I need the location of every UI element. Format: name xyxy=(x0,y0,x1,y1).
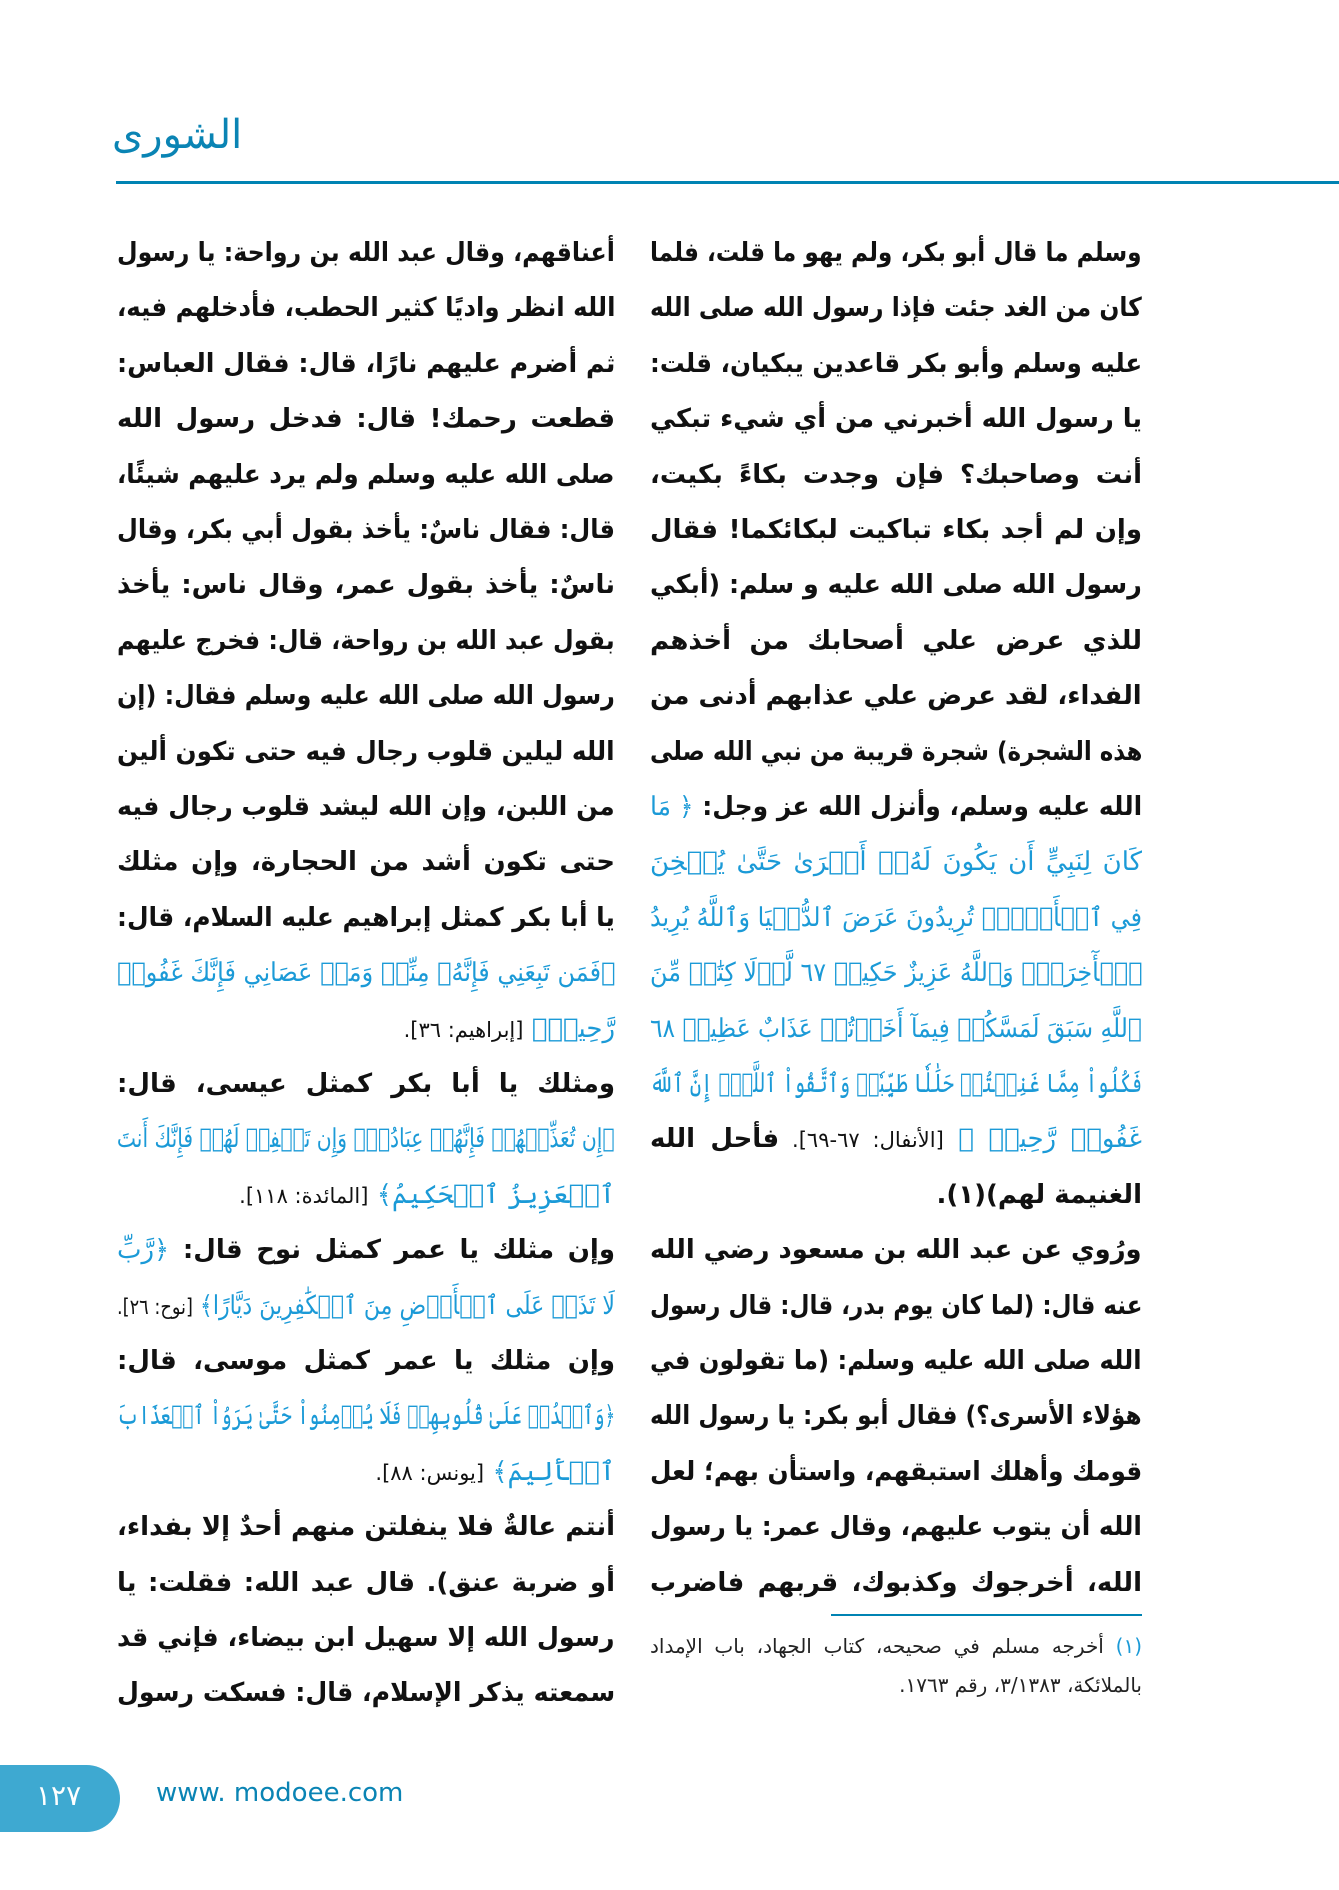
body-text: ورُوي عن عبد الله بن مسعود رضي الله xyxy=(650,1235,1142,1266)
body-text: الله أن يتوب عليهم، وقال عمر: يا رسول xyxy=(650,1512,1142,1543)
body-text: وإن مثلك يا عمر كمثل نوح قال: xyxy=(169,1235,615,1266)
text-line xyxy=(650,339,1142,389)
page-number: ١٢٧ xyxy=(36,1779,82,1812)
verse-reference: [المائدة: ١١٨]. xyxy=(239,1183,369,1208)
text-line xyxy=(117,1114,615,1164)
text-line xyxy=(117,505,615,555)
text-line xyxy=(650,1225,1142,1275)
text-line xyxy=(117,727,615,777)
body-text: عنه قال: (لما كان يوم بدر، قال: قال رسول xyxy=(649,1290,1142,1321)
text-line xyxy=(117,283,615,333)
footnote-text: أخرجه مسلم في صحيحه، كتاب الجهاد، باب الإمداد بالملائكة، ٣/١٣٨٣، رقم ١٧٦٣. xyxy=(650,1634,1142,1697)
text-line xyxy=(117,1059,615,1109)
body-text: وإن مثلك يا عمر كمثل موسى، قال: xyxy=(117,1346,615,1376)
body-text: وإن لم أجد بكاء تباكيت لبكائكما! فقال xyxy=(650,515,1142,545)
text-line xyxy=(650,1004,1142,1054)
text-line xyxy=(650,727,1142,777)
text-line xyxy=(650,1336,1142,1386)
text-line xyxy=(650,1114,1142,1164)
footnote xyxy=(650,1627,1142,1705)
quran-verse: غَفُورٞ رَّحِيمٞ ﴾ xyxy=(943,1124,1142,1155)
body-text: قومك وأهلك استبقهم، واستأن بهم؛ لعل xyxy=(649,1456,1142,1487)
text-line xyxy=(650,394,1142,444)
text-line xyxy=(117,948,615,998)
quran-verse: ٱلۡأَلِيمَ﴾ xyxy=(484,1456,615,1487)
body-text: رسول الله صلى الله عليه وسلم فقال: (إن xyxy=(117,681,615,712)
text-line xyxy=(650,283,1142,333)
verse-reference: [نوح: ٢٦]. xyxy=(117,1294,193,1319)
text-line xyxy=(239,1170,615,1220)
text-line xyxy=(650,1447,1142,1497)
body-text: ومثلك يا أبا بكر كمثل عيسى، قال: xyxy=(117,1069,615,1099)
body-text: الله صلى الله عليه وسلم: (ما تقولون في xyxy=(650,1346,1142,1376)
body-text: بقول عبد الله بن رواحة، قال: فخرج عليهم xyxy=(117,625,615,656)
body-text: أنت وصاحبك؟ فإن وجدت بكاءً بكيت، xyxy=(650,459,1142,490)
text-line xyxy=(650,893,1142,943)
footnote-divider xyxy=(831,1614,1142,1616)
footnote-number: (١) xyxy=(1115,1634,1142,1658)
body-text: رسول الله إلا سهيل ابن بيضاء، فإني قد xyxy=(117,1623,615,1653)
body-text: ثم أضرم عليهم نارًا، قال: فقال العباس: xyxy=(116,348,615,379)
text-line xyxy=(117,394,615,444)
body-text: الغنيمة لهم)(١). xyxy=(936,1179,1142,1210)
text-line xyxy=(650,1059,1142,1109)
text-line xyxy=(650,616,1142,666)
body-text: عليه وسلم وأبو بكر قاعدين يبكيان، قلت: xyxy=(649,348,1142,379)
quran-verse: فِي ٱلۡأَرۡضِۚ تُرِيدُونَ عَرَضَ ٱلدُّنۡيَا وَٱللَّهُ يُرِيدُ xyxy=(650,902,1142,933)
body-text: يا رسول الله أخبرني من أي شيء تبكي xyxy=(649,404,1142,435)
text-line xyxy=(117,1391,615,1441)
body-text: الله، أخرجوك وكذبوك، قربهم فاضرب xyxy=(650,1567,1142,1598)
verse-reference: [إبراهيم: ٣٦]. xyxy=(403,1017,524,1042)
verse-reference: [يونس: ٨٨]. xyxy=(375,1460,485,1485)
body-text: كان من الغد جئت فإذا رسول الله صلى الله xyxy=(650,293,1142,324)
body-text: ناسٌ: يأخذ بقول عمر، وقال ناس: يأخذ xyxy=(117,570,615,601)
text-line xyxy=(117,893,615,943)
text-line xyxy=(650,450,1142,500)
body-text: صلى الله عليه وسلم ولم يرد عليهم شيئًا، xyxy=(117,459,615,490)
text-line xyxy=(650,1281,1142,1331)
body-text: للذي عرض علي أصحابك من أخذهم xyxy=(650,625,1142,656)
quran-verse: ﴿فَمَن تَبِعَنِي فَإِنَّهُۥ مِنِّيۖ وَمَنۡ عَصَانِي فَإِنَّكَ غَفُورٞ xyxy=(116,958,615,989)
text-line xyxy=(404,1004,615,1054)
body-text: هؤلاء الأسرى؟) فقال أبو بكر: يا رسول الله xyxy=(650,1401,1142,1432)
body-text: حتى تكون أشد من الحجارة، وإن مثلك xyxy=(117,847,615,878)
verse-reference: [الأنفال: ٦٧-٦٩]. xyxy=(779,1128,944,1153)
text-line xyxy=(650,837,1142,887)
body-text: الله انظر واديًا كثير الحطب، فأدخلهم فيه، xyxy=(116,293,615,324)
text-line xyxy=(117,339,615,389)
quran-verse: ﴿إِن تُعَذِّبۡهُمۡ فَإِنَّهُمۡ عِبَادُكَۖ وَإِن تَغۡفِرۡ لَهُمۡ فَإِنَّكَ أَنتَ xyxy=(117,1124,615,1155)
body-text: أو ضربة عنق). قال عبد الله: فقلت: يا xyxy=(117,1567,615,1598)
body-text: وسلم ما قال أبو بكر، ولم يهو ما قلت، فلما xyxy=(650,238,1142,268)
website-url[interactable]: www. modoee.com xyxy=(156,1778,404,1808)
body-text: الله عليه وسلم، وأنزل الله عز وجل: xyxy=(693,792,1142,822)
text-line xyxy=(650,948,1142,998)
text-line xyxy=(936,1170,1142,1220)
text-line xyxy=(117,1502,615,1552)
text-line xyxy=(117,837,615,887)
text-line xyxy=(650,782,1142,832)
text-line xyxy=(650,505,1142,555)
body-text: هذه الشجرة) شجرة قريبة من نبي الله صلى xyxy=(649,736,1142,767)
text-line xyxy=(117,1336,615,1386)
body-text: سمعته يذكر الإسلام، قال: فسكت رسول xyxy=(116,1678,615,1709)
quran-verse: ﴿رَّبِّ xyxy=(117,1235,170,1266)
text-line xyxy=(117,228,615,278)
body-text: الله ليلين قلوب رجال فيه حتى تكون ألين xyxy=(117,736,615,767)
text-line xyxy=(117,671,615,721)
text-line xyxy=(117,1558,615,1608)
text-line xyxy=(650,1391,1142,1441)
text-line xyxy=(650,1502,1142,1552)
text-line xyxy=(650,228,1142,278)
text-line xyxy=(650,1558,1142,1608)
text-line xyxy=(117,782,615,832)
body-text: رسول الله صلى الله عليه و سلم: (أبكي xyxy=(650,570,1142,601)
text-line xyxy=(117,1668,615,1718)
chapter-title: الشورى xyxy=(112,112,243,158)
text-line xyxy=(117,1225,615,1275)
quran-verse: ﴿وَٱشۡدُدۡ عَلَىٰ قُلُوبِهِمۡ فَلَا يُؤۡمِنُواْ حَتَّىٰ يَرَوُاْ ٱلۡعَذَابَ xyxy=(116,1401,615,1432)
body-text: فأحل الله xyxy=(650,1124,780,1155)
quran-verse: رَّحِيمٞ﴾ xyxy=(523,1013,615,1044)
body-text: أنتم عالةٌ فلا ينفلتن منهم أحدٌ إلا بفداء، xyxy=(117,1512,615,1543)
quran-verse: ٱلۡعَزِيزُ ٱلۡحَكِيمُ﴾ xyxy=(368,1179,615,1210)
text-line xyxy=(117,560,615,610)
body-text: قال: فقال ناسٌ: يأخذ بقول أبي بكر، وقال xyxy=(116,515,615,545)
text-line xyxy=(650,671,1142,721)
text-line xyxy=(375,1447,615,1497)
body-text: من اللبن، وإن الله ليشد قلوب رجال فيه xyxy=(117,792,615,822)
page-number-badge xyxy=(0,1765,120,1832)
body-text: يا أبا بكر كمثل إبراهيم عليه السلام، قال: xyxy=(117,902,615,933)
quran-verse: فَكُلُواْ مِمَّا غَنِمۡتُمۡ حَلَٰلٗا طَيِّبٗاۚ وَٱتَّقُواْ ٱللَّهَۚ إِنَّ ٱللَّهَ xyxy=(649,1069,1142,1099)
quran-verse: لَا تَذَرۡ عَلَى ٱلۡأَرۡضِ مِنَ ٱلۡكَٰفِرِينَ دَيَّارًا﴾ xyxy=(192,1290,616,1321)
text-line xyxy=(117,616,615,666)
quran-verse: ﴿ مَا xyxy=(649,792,694,822)
quran-verse: كَانَ لِنَبِيٍّ أَن يَكُونَ لَهُۥٓ أَسۡرَىٰ حَتَّىٰ يُثۡخِنَ xyxy=(650,847,1142,878)
text-line xyxy=(117,1613,615,1663)
quran-verse: ٱللَّهِ سَبَقَ لَمَسَّكُمۡ فِيمَآ أَخَذۡتُمۡ عَذَابٌ عَظِيمٞ ٦٨ xyxy=(650,1013,1142,1044)
text-line xyxy=(117,450,615,500)
text-line xyxy=(650,560,1142,610)
body-text: قطعت رحمك! قال: فدخل رسول الله xyxy=(117,404,615,435)
body-text: أعناقهم، وقال عبد الله بن رواحة: يا رسول xyxy=(117,238,615,268)
body-text: الفداء، لقد عرض علي عذابهم أدنى من xyxy=(650,681,1142,712)
text-line xyxy=(117,1281,615,1331)
quran-verse: ٱلۡأٓخِرَةَۗ وَٱللَّهُ عَزِيزٌ حَكِيمٞ ٦٧ لَّوۡلَا كِتَٰبٞ مِّنَ xyxy=(649,958,1142,989)
header-divider xyxy=(116,181,1339,184)
